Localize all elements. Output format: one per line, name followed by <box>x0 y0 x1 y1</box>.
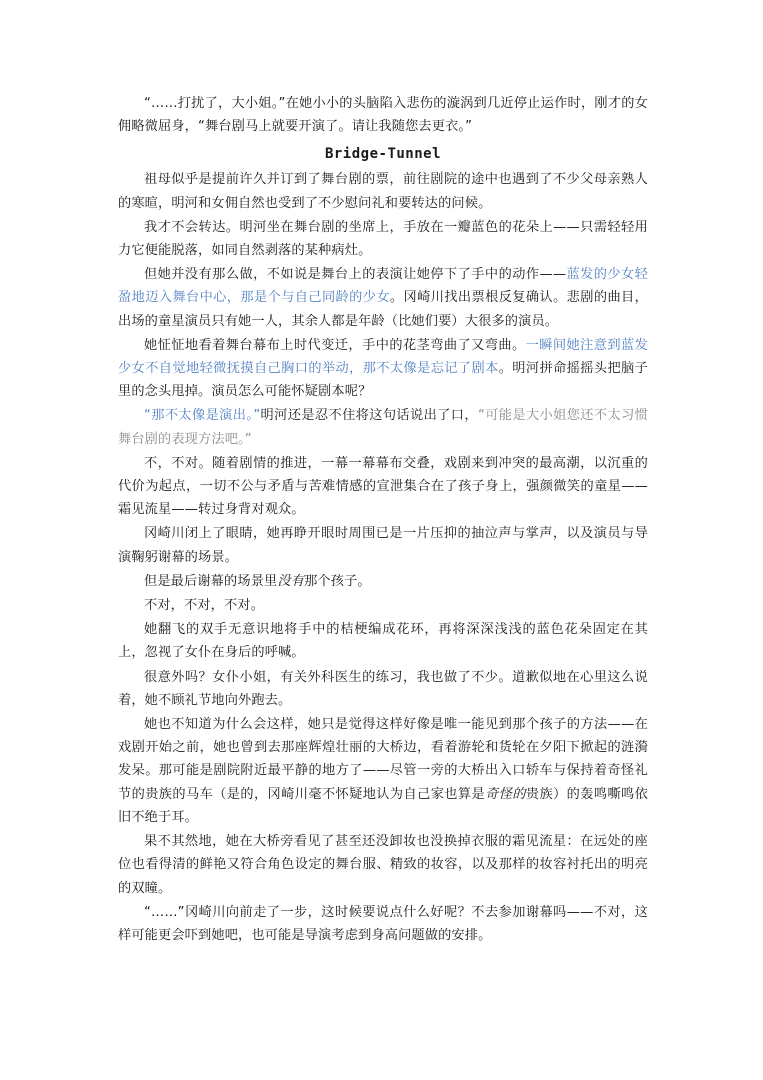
text-run: 贵族）的轰鸣嘶鸣依旧不绝于耳。 <box>118 786 648 825</box>
paragraph <box>118 168 648 214</box>
emphasis-text: 奇怪的 <box>485 786 526 802</box>
paragraph <box>118 618 648 664</box>
text-run: 我才不会转达。明河坐在舞台剧的坐席上，手放在一瓣蓝色的花朵上——只需轻轻用力它便能脱落，如同自然剥落的某种病灶。 <box>118 219 648 259</box>
paragraph <box>118 594 648 617</box>
text-run: 那个孩子。 <box>304 573 371 589</box>
text-run: 果不其然地，她在大桥旁看见了甚至还没卸妆也没换掉衣服的霜见流星：在远处的座位也看得清的鲜艳又符合角色设定的舞台服、精致的妆容，以及那样的妆容衬托出的明亮的双瞳。 <box>118 834 648 896</box>
text-run: 她怔怔地看着舞台幕布上时代变迁，手中的花茎弯曲了又弯曲。 <box>144 337 526 353</box>
paragraph <box>118 92 648 138</box>
text-run: “……打扰了，大小姐。”在她小小的头脑陷入悲伤的漩涡到几近停止运作时，刚才的女佣略微屈身，“舞台剧马上就要开演了。请让我随您去更衣。” <box>118 96 648 135</box>
text-run: 不，不对。随着剧情的推进，一幕一幕幕布交叠，戏剧来到冲突的最高潮，以沉重的代价为起点，一切不公与矛盾与苦难情感的宣泄集合在了孩子身上，强颜微笑的童星——霜见流星——转过身背对观众。 <box>118 455 648 518</box>
text-run: 但是最后谢幕的场景里 <box>144 573 278 589</box>
text-run: 祖母似乎是提前许久并订到了舞台剧的票，前往剧院的途中也遇到了不少父母亲熟人的寒暄，明河和女佣自然也受到了不少慰问礼和要转达的问候。 <box>118 172 648 211</box>
text-run: 。明河拼命摇摇头把脑子里的念头甩掉。演员怎么可能怀疑剧本呢？ <box>118 361 649 400</box>
paragraph <box>118 452 648 522</box>
text-run: 她翻飞的双手无意识地将手中的桔梗编成花环，再将深深浅浅的蓝色花朵固定在其上，忽视了女仆在身后的呼喊。 <box>118 622 648 661</box>
text-run: 。冈崎川找出票根反复确认。悲剧的曲目，出场的童星演员只有她一人，其余人都是年龄（比她们要）大很多的演员。 <box>118 290 648 329</box>
highlighted-text: 蓝发的少女轻盈地迈入舞台中心，那是个与自己同龄的少女 <box>118 267 648 306</box>
paragraph <box>118 263 648 333</box>
text-run: 她也不知道为什么会这样，她只是觉得这样好像是唯一能见到那个孩子的方法——在戏剧开始之前，她也曾到去那座辉煌壮丽的大桥边，看着游轮和货轮在夕阳下掀起的涟漪发呆。那可能是剧院附近最平静的地方了——尽管一旁的大桥出入口轿车与保持着奇怪礼节的贵族的马车（是的，冈崎川毫不怀疑地认为自己家也算是 <box>118 717 648 802</box>
emphasis-text: 没有 <box>277 573 305 589</box>
highlighted-text: “那不太像是演出。” <box>144 408 261 424</box>
paragraph <box>118 666 648 712</box>
paragraph <box>118 570 648 593</box>
paragraph <box>118 522 648 568</box>
document-page <box>118 92 648 947</box>
text-run: 但她并没有那么做，不如说是舞台上的表演让她停下了手中的动作—— <box>144 267 567 283</box>
muted-text: “可能是大小姐您还不太习惯舞台剧的表现方法吧。” <box>118 408 648 447</box>
text-run: 很意外吗？女仆小姐，有关外科医生的练习，我也做了不少。道歉似地在心里这么说着，她不顾礼节地向外跑去。 <box>118 669 648 708</box>
text-run: 冈崎川闭上了眼睛，她再睁开眼时周围已是一片压抑的抽泣声与掌声，以及演员与导演鞠躬谢幕的场景。 <box>118 526 648 565</box>
text-run: 不对，不对，不对。 <box>144 598 265 614</box>
paragraph <box>118 216 648 262</box>
paragraph <box>118 830 648 900</box>
paragraph <box>118 404 648 450</box>
section-heading: Bridge-Tunnel <box>324 146 442 163</box>
text-run: 明河还是忍不住将这句话说出了口， <box>260 408 478 424</box>
highlighted-text: 一瞬间她注意到蓝发少女不自觉地轻微抚摸自己胸口的举动，那不太像是忘记了剧本 <box>118 337 648 377</box>
paragraph <box>118 901 648 947</box>
text-run: “……”冈崎川向前走了一步，这时候要说点什么好呢？不去参加谢幕吗——不对，这样可能更会吓到她吧，也可能是导演考虑到身高问题做的安排。 <box>118 904 648 943</box>
paragraph <box>118 713 648 829</box>
paragraph <box>118 334 648 404</box>
